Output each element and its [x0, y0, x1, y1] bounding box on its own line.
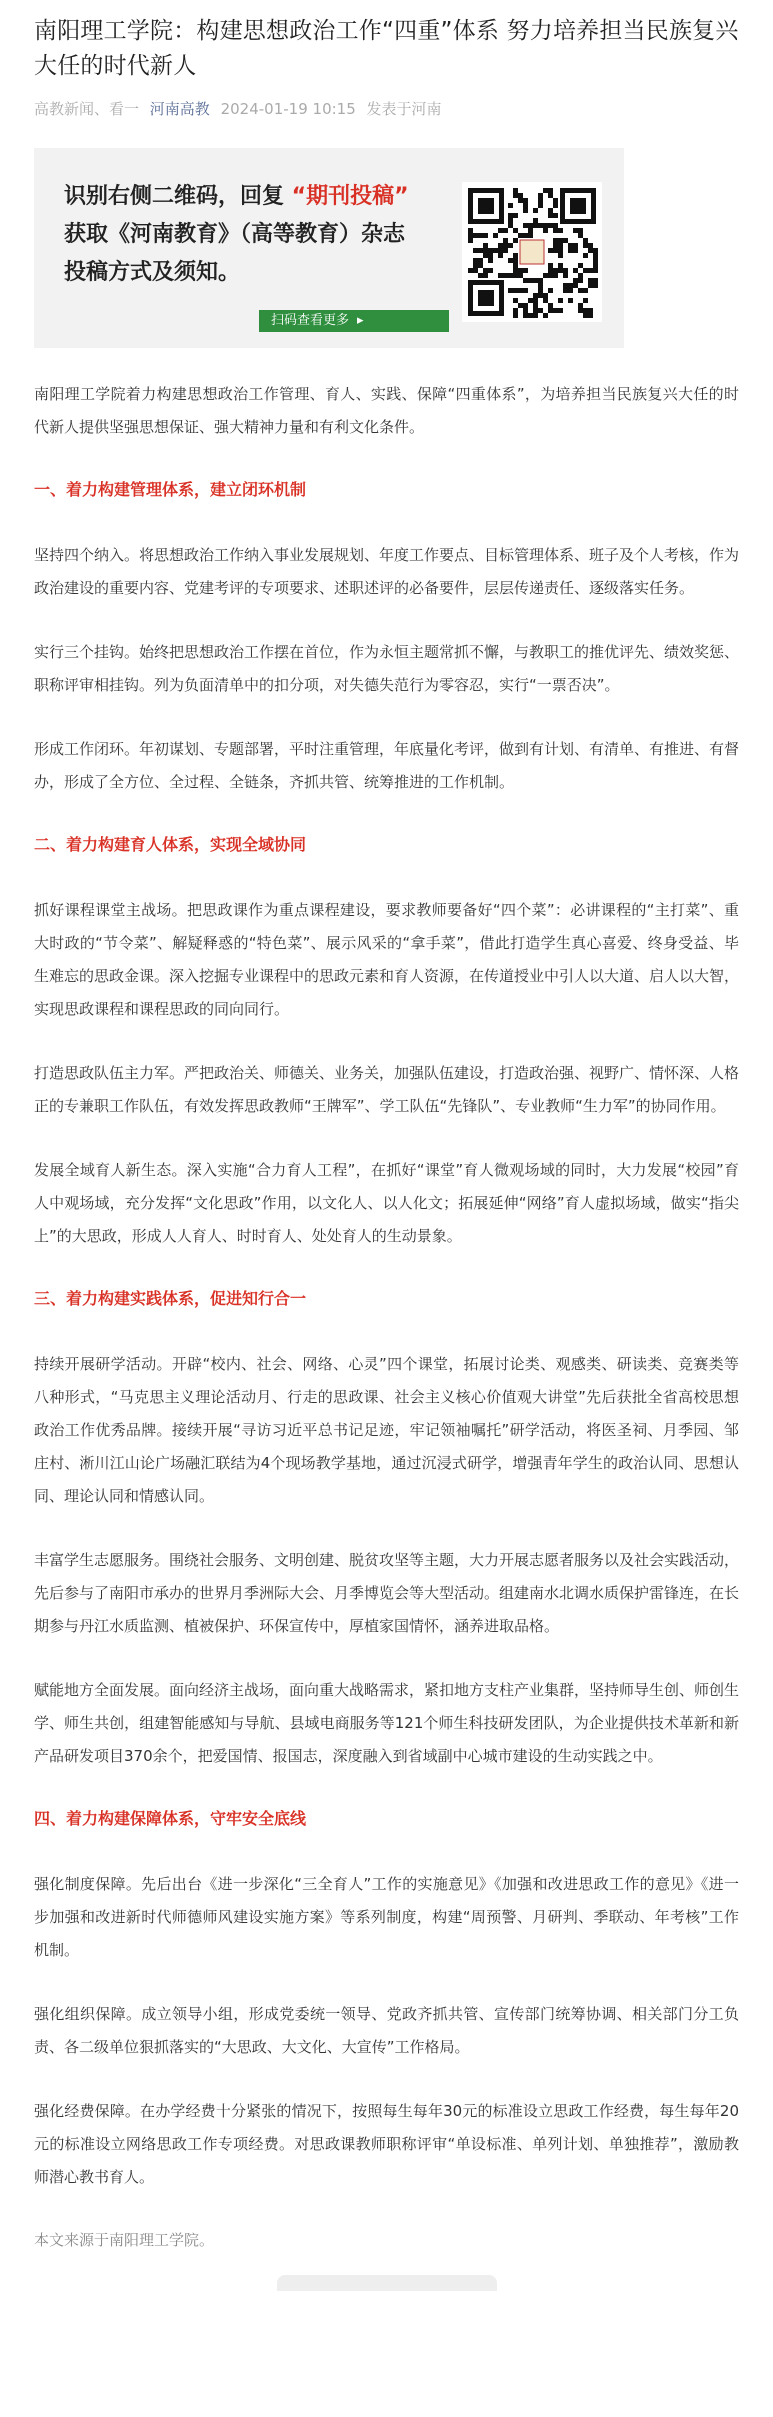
section-3-paragraph: 持续开展研学活动。开辟“校内、社会、网络、心灵”四个课堂，拓展讨论类、观感类、研读类、竞赛类等八种形式，“马克思主义理论活动月、行走的思政课、社会主义核心价值观大讲堂”先后获批全省高校思想政治工作优秀品牌。接续开展“寻访习近平总书记足迹，牢记领袖嘱托”研学活动，将医圣祠、月季园、邹庄村、淅川江山论广场融汇联结为4个现场教学基地，通过沉浸式研学，增强青年学生的政治认同、思想认同、理论认同和情感认同。	[34, 1355, 739, 1505]
banner-line-1	[64, 178, 409, 216]
publish-location: 发表于河南	[366, 100, 442, 118]
scan-more-button[interactable]	[259, 310, 449, 332]
section-1-heading: 一、着力构建管理体系，建立闭环机制	[34, 480, 307, 499]
banner-line-1-prefix: 识别右侧二维码，回复	[64, 184, 292, 209]
banner-line-2: 获取《河南教育》（高等教育）杂志	[64, 222, 406, 247]
section-2-paragraph: 发展全域育人新生态。深入实施“合力育人工程”，在抓好“课堂”育人微观场域的同时，大力发展“校园”育人中观场域，充分发挥“文化思政”作用，以文化人、以人化文；拓展延伸“网络”育人虚拟场域，做实“指尖上”的大思政，形成人人育人、时时育人、处处育人的生动景象。	[34, 1161, 739, 1245]
article-meta	[34, 98, 739, 120]
section-3-heading: 三、着力构建实践体系，促进知行合一	[34, 1289, 307, 1308]
intro-paragraph: 南阳理工学院着力构建思想政治工作管理、育人、实践、保障“四重体系”，为培养担当民族复兴大任的时代新人提供坚强思想保证、强大精神力量和有利文化条件。	[34, 385, 739, 436]
scan-more-label: 扫码查看更多	[271, 313, 350, 328]
section-1-paragraph: 坚持四个纳入。将思想政治工作纳入事业发展规划、年度工作要点、目标管理体系、班子及个人考核，作为政治建设的重要内容、党建考评的专项要求、述职述评的必备要件，层层传递责任、逐级落实任务。	[34, 546, 740, 597]
banner-line-3: 投稿方式及须知。	[64, 260, 241, 285]
article-title: 南阳理工学院：构建思想政治工作“四重”体系 努力培养担当民族复兴大任的时代新人	[34, 18, 739, 79]
section-2-paragraph: 抓好课程课堂主战场。把思政课作为重点课程建设，要求教师要备好“四个菜”：必讲课程的“主打菜”、重大时政的“节令菜”、解疑释惑的“特色菜”、展示风采的“拿手菜”，借此打造学生真心喜爱、终身受益、毕生难忘的思政金课。深入挖掘专业课程中的思政元素和育人资源，在传道授业中引人以大道、启人以大智，实现思政课程和课程思政的同向同行。	[34, 901, 740, 1018]
section-3-paragraph: 赋能地方全面发展。面向经济主战场，面向重大战略需求，紧扣地方支柱产业集群，坚持师导生创、师创生学、师生共创，组建智能感知与导航、县域电商服务等121个师生科技研发团队，为企业提供技术革新和新产品研发项目370余个，把爱国情、报国志，深度融入到省域副中心城市建设的生动实践之中。	[34, 1681, 740, 1765]
section-4-paragraph: 强化组织保障。成立领导小组，形成党委统一领导、党政齐抓共管、宣传部门统筹协调、相关部门分工负责、各二级单位狠抓落实的“大思政、大文化、大宣传”工作格局。	[34, 2005, 739, 2056]
account-name-link[interactable]: 河南高教	[149, 100, 210, 118]
meta-category: 高教新闻、看一	[34, 100, 140, 118]
article-source: 本文来源于南阳理工学院。	[34, 2231, 215, 2249]
section-4-paragraph: 强化制度保障。先后出台《进一步深化“三全育人”工作的实施意见》《加强和改进思政工作的意见》《进一步加强和改进新时代师德师风建设实施方案》等系列制度，构建“周预警、月研判、季联动、年考核”工作机制。	[34, 1875, 739, 1959]
section-1-paragraph: 实行三个挂钩。始终把思想政治工作摆在首位，作为永恒主题常抓不懈，与教职工的推优评先、绩效奖惩、职称评审相挂钩。列为负面清单中的扣分项，对失德失范行为零容忍，实行“一票否决”。	[34, 643, 740, 694]
publish-datetime: 2024-01-19 10:15	[220, 100, 356, 118]
section-3-paragraph: 丰富学生志愿服务。围绕社会服务、文明创建、脱贫攻坚等主题，大力开展志愿者服务以及社会实践活动，先后参与了南阳市承办的世界月季洲际大会、月季博览会等大型活动。组建南水北调水质保护雷锋连，在长期参与丹江水质监测、植被保护、环保宣传中，厚植家国情怀，涵养进取品格。	[34, 1551, 740, 1635]
section-1-paragraph: 形成工作闭环。年初谋划、专题部署，平时注重管理，年底量化考评，做到有计划、有清单、有推进、有督办，形成了全方位、全过程、全链条，齐抓共管、统筹推进的工作机制。	[34, 740, 740, 791]
article-body	[34, 378, 739, 2255]
promo-banner[interactable]	[34, 148, 624, 348]
banner-text	[64, 178, 409, 292]
arrow-right-icon: ▸	[357, 313, 364, 328]
section-4-paragraph: 强化经费保障。在办学经费十分紧张的情况下，按照每生每年30元的标准设立思政工作经费，每生每年20元的标准设立网络思政工作专项经费。对思政课教师职称评审“单设标准、单列计划、单独推荐”，激励教师潜心教书育人。	[34, 2102, 739, 2186]
bottom-toolbar[interactable]	[277, 2275, 497, 2291]
section-4-heading: 四、着力构建保障体系，守牢安全底线	[34, 1809, 307, 1828]
section-2-heading: 二、着力构建育人体系，实现全域协同	[34, 835, 307, 854]
section-2-paragraph: 打造思政队伍主力军。严把政治关、师德关、业务关，加强队伍建设，打造政治强、视野广、情怀深、人格正的专兼职工作队伍，有效发挥思政教师“王牌军”、学工队伍“先锋队”、专业教师“生力军”的协同作用。	[34, 1064, 740, 1115]
banner-highlight: “期刊投稿”	[291, 184, 409, 209]
qr-code-icon[interactable]	[462, 182, 602, 322]
